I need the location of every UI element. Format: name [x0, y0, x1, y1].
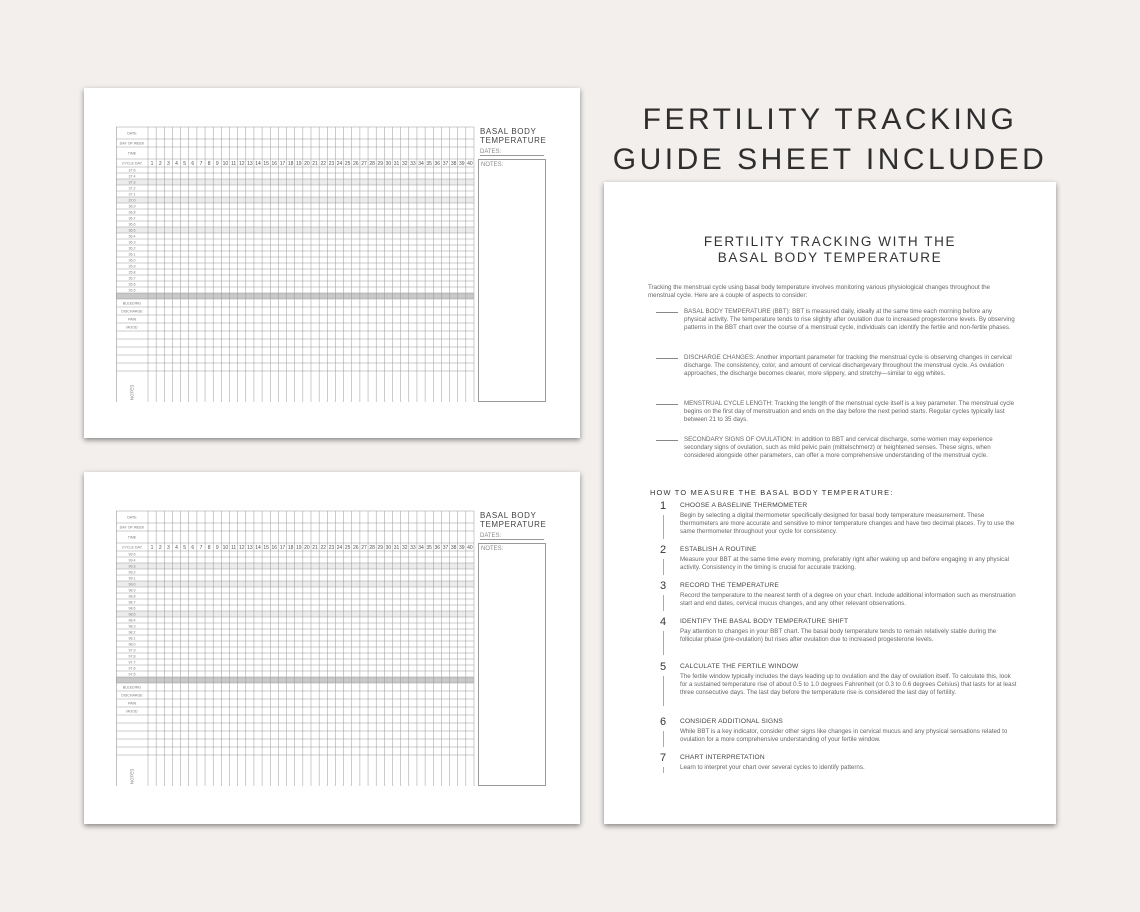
dates-field: DATES:: [480, 149, 544, 156]
step-rule: [663, 731, 664, 747]
row-label: MOOD: [126, 709, 138, 714]
cycle-day-number: 8: [207, 161, 211, 167]
step-body: Begin by selecting a digital thermometer specifically designed for basal body temperature measurement. These thermometers are more accurate and sensitive to minor temperature changes and have two decimal places. Try to use the same thermometer throughout your cycle for consistency.: [680, 512, 1015, 535]
row-label: 37.0: [128, 198, 136, 203]
bbt-chart-grid: [116, 510, 480, 786]
shaded-row: [116, 611, 474, 617]
cycle-day-number: 30: [385, 545, 392, 551]
step-rule: [663, 559, 664, 575]
step-title: CHART INTERPRETATION: [680, 754, 765, 761]
row-label: 37.6: [128, 168, 136, 173]
notes-box: NOTES:: [478, 159, 546, 402]
step-item: [658, 718, 1018, 744]
dash-rule: [656, 312, 678, 313]
guide-sheet: [604, 182, 1056, 824]
row-label: 36.9: [128, 204, 136, 209]
cycle-day-number: 24: [336, 545, 343, 551]
row-label: 97.6: [128, 666, 136, 671]
cycle-day-number: 24: [336, 161, 343, 167]
chart-title: BASAL BODY TEMPERATURE: [480, 127, 547, 145]
shaded-row: [116, 227, 474, 233]
ovulation-band: [116, 677, 474, 683]
step-title: RECORD THE TEMPERATURE: [680, 582, 779, 589]
how-to-heading: HOW TO MEASURE THE BASAL BODY TEMPERATURE:: [650, 488, 894, 497]
cycle-day-number: 5: [183, 161, 187, 167]
step-body: Pay attention to changes in your BBT chart. The basal body temperature tends to remain relatively stable during the follicular phase (pre-ovulation) but rises after ovulation due to increased progesterone levels.: [680, 628, 997, 643]
cycle-day-number: 18: [287, 545, 294, 551]
cycle-day-number: 3: [166, 161, 170, 167]
bbt-chart-sheet-celsius: [84, 88, 580, 438]
cycle-day-number: 11: [230, 545, 237, 551]
row-label: 98.0: [128, 642, 136, 647]
cycle-day-number: 19: [295, 161, 302, 167]
row-label: 97.8: [128, 654, 136, 659]
row-label: DATE: [127, 515, 137, 520]
row-label: 36.2: [128, 246, 136, 251]
chart-title: BASAL BODY TEMPERATURE: [480, 511, 547, 529]
cycle-day-number: 9: [215, 161, 219, 167]
cycle-day-number: 16: [271, 161, 278, 167]
headline-line-2: GUIDE SHEET INCLUDED: [612, 143, 1048, 176]
step-item: [658, 754, 1018, 772]
cycle-day-number: 17: [279, 545, 286, 551]
cycle-day-number: 22: [320, 545, 327, 551]
cycle-day-number: 28: [369, 161, 375, 167]
step-number: 4: [659, 616, 667, 628]
cycle-day-number: 21: [312, 545, 318, 551]
row-label: 36.4: [128, 234, 136, 239]
row-label: 36.6: [128, 222, 136, 227]
row-label: 97.9: [128, 648, 136, 653]
cycle-day-number: 35: [426, 161, 432, 167]
row-label: 98.5: [128, 612, 136, 617]
cycle-day-number: 7: [199, 161, 203, 167]
row-label: 98.3: [128, 624, 136, 629]
cycle-day-number: 36: [434, 161, 441, 167]
row-label: 99.1: [128, 576, 136, 581]
row-label: NOTES: [129, 384, 135, 401]
row-label: 99.2: [128, 570, 136, 575]
cycle-day-number: 32: [401, 161, 408, 167]
row-label: 35.5: [128, 288, 136, 293]
cycle-day-number: 40: [467, 161, 473, 167]
row-label: 36.3: [128, 240, 136, 245]
dash-rule: [656, 358, 678, 359]
row-label: DISCHARGE: [121, 693, 143, 698]
guide-title: FERTILITY TRACKING WITH THE BASAL BODY TEMPERATURE: [703, 234, 957, 265]
step-body: The fertile window typically includes the days leading up to ovulation and the day of ovulation itself. To calculate this, look for a sustained temperature rise of about 0.5 to 1.0 degrees Fahrenheit (or 0.3 to 0.6 degrees Celsius) that lasts for at least three consecutive days. The last day before the temperature rise is considered the last day of fertility.: [680, 673, 1017, 696]
cycle-day-number: 38: [450, 161, 457, 167]
cycle-day-number: 33: [410, 545, 416, 551]
cycle-day-number: 1: [150, 545, 154, 551]
dash-rule: [656, 440, 678, 441]
row-label: 97.7: [128, 660, 136, 665]
cycle-day-number: 27: [361, 161, 367, 167]
cycle-day-number: 20: [304, 161, 310, 167]
cycle-day-number: 23: [328, 161, 335, 167]
cycle-day-number: 10: [222, 545, 229, 551]
cycle-day-number: 8: [207, 545, 211, 551]
step-rule: [663, 631, 664, 655]
cycle-day-number: 1: [150, 161, 154, 167]
cycle-day-number: 15: [263, 545, 269, 551]
row-label: 98.8: [128, 594, 136, 599]
grid-rows: [116, 511, 474, 786]
cycle-day-number: 29: [377, 161, 384, 167]
cycle-day-number: 25: [344, 161, 351, 167]
guide-intro: Tracking the menstrual cycle using basal body temperature involves monitoring various physiological changes throughout the menstrual cycle. Here are a couple of aspects to consider:: [648, 284, 990, 299]
row-label: TIME: [127, 151, 137, 156]
cycle-day-number: 11: [230, 161, 237, 167]
row-label: 37.2: [128, 186, 136, 191]
notes-box: NOTES:: [478, 543, 546, 786]
step-number: 2: [659, 544, 667, 556]
aspect-item: MENSTRUAL CYCLE LENGTH: Tracking the length of the menstrual cycle itself is a key parameter. The menstrual cycle begins on the first day of menstruation and ends on the day before the next period starts. Regular cycles typically last between 21 to 35 days.: [656, 400, 1016, 425]
cycle-day-number: 6: [191, 161, 195, 167]
step-rule: [663, 515, 664, 539]
cycle-day-number: 14: [255, 545, 261, 551]
cycle-day-number: 7: [199, 545, 203, 551]
row-label: BLEEDING: [122, 685, 142, 690]
row-label: 99.0: [128, 582, 136, 587]
step-body: Learn to interpret your chart over several cycles to identify patterns.: [680, 764, 865, 771]
cycle-day-number: 10: [222, 161, 229, 167]
step-body: While BBT is a key indicator, consider other signs like changes in cervical mucus and any physical sensations related to ovulation for a more comprehensive understanding of your fertile window.: [680, 728, 1008, 743]
cycle-day-number: 13: [247, 161, 253, 167]
grid-rows: [116, 127, 474, 402]
cycle-day-number: 27: [361, 545, 367, 551]
shaded-row: [116, 197, 474, 203]
cycle-day-number: 6: [191, 545, 195, 551]
step-rule: [663, 676, 664, 706]
cycle-day-number: 12: [238, 545, 245, 551]
aspect-item: DISCHARGE CHANGES: Another important parameter for tracking the menstrual cycle is observing changes in cervical discharge. The consistency, color, and amount of cervical dischargevary throughout the menstrual cycle. As ovulation approaches, the discharge becomes clearer, more slippery, and stretchy—similar to egg whites.: [656, 354, 1016, 379]
row-label: 98.9: [128, 588, 136, 593]
shaded-row: [116, 563, 474, 569]
step-title: CONSIDER ADDITIONAL SIGNS: [680, 718, 783, 725]
step-item: [658, 618, 1018, 644]
cycle-day-number: 34: [418, 545, 424, 551]
step-number: 6: [659, 716, 667, 728]
row-label: 36.7: [128, 216, 136, 221]
row-label: BLEEDING: [122, 301, 142, 306]
cycle-day-number: 14: [255, 161, 261, 167]
cycle-day-number: 16: [271, 545, 278, 551]
cycle-day-number: 36: [434, 545, 441, 551]
step-item: [658, 502, 1018, 536]
row-label: 35.8: [128, 270, 136, 275]
row-label: 37.4: [128, 174, 136, 179]
row-label: 98.2: [128, 630, 136, 635]
cycle-day-number: 39: [458, 545, 465, 551]
row-label: DATE: [127, 131, 137, 136]
cycle-day-number: 17: [279, 161, 286, 167]
cycle-day-number: 5: [183, 545, 187, 551]
shaded-row: [116, 581, 474, 587]
row-label: 98.4: [128, 618, 136, 623]
cycle-day-number: 40: [467, 545, 473, 551]
row-label: 98.7: [128, 600, 136, 605]
dash-rule: [656, 404, 678, 405]
step-rule: [663, 767, 664, 773]
cycle-day-number: 37: [442, 161, 449, 167]
cycle-day-number: 22: [320, 161, 327, 167]
cycle-day-number: 21: [312, 161, 318, 167]
cycle-day-number: 34: [418, 161, 424, 167]
headline-line-1: FERTILITY TRACKING: [642, 103, 1018, 136]
cycle-day-number: 23: [328, 545, 335, 551]
cycle-day-number: 2: [158, 161, 162, 167]
cycle-day-number: 31: [393, 545, 400, 551]
row-label: NOTES: [129, 768, 135, 785]
cycle-day-number: 2: [158, 545, 162, 551]
cycle-day-number: 37: [442, 545, 449, 551]
cycle-day-number: 15: [263, 161, 269, 167]
cycle-day-number: 4: [175, 161, 178, 167]
cycle-day-number: 9: [215, 545, 219, 551]
ovulation-band: [116, 293, 474, 299]
row-label: 97.5: [128, 672, 136, 677]
row-label: PAIN: [127, 317, 137, 322]
row-label: DAY OF WEEK: [119, 141, 145, 146]
cycle-day-number: 28: [369, 545, 375, 551]
cycle-day-number: 20: [304, 545, 310, 551]
row-label: 36.8: [128, 210, 136, 215]
aspect-item: SECONDARY SIGNS OF OVULATION: In addition to BBT and cervical discharge, some women may experience secondary signs of ovulation, such as mild pelvic pain (mittelschmerz) or heightened senses. These signs, when considered alongside other parameters, can offer a more comprehensive understanding of the menstrual cycle.: [656, 436, 1016, 461]
step-body: Record the temperature to the nearest tenth of a degree on your chart. Include additional information such as menstruation start and end dates, cervical mucus changes, and any other relevant observations.: [680, 592, 1016, 607]
cycle-day-number: 26: [353, 161, 359, 167]
row-label: 99.3: [128, 564, 136, 569]
cycle-day-number: 33: [410, 161, 416, 167]
cycle-day-number: 18: [287, 161, 294, 167]
row-label: DAY OF WEEK: [119, 525, 145, 530]
aspect-item: BASAL BODY TEMPERATURE (BBT): BBT is measured daily, ideally at the same time each morning before any physical activity. The temperature tends to rise slightly after ovulation due to increased progesterone levels. By observing patterns in the BBT chart over the course of a menstrual cycle, individuals can identify the fertile and non-fertile phases.: [656, 308, 1016, 333]
step-number: 7: [659, 752, 667, 764]
cycle-day-number: 12: [238, 161, 245, 167]
row-label: CYCLE DAY: [121, 161, 143, 166]
cycle-day-number: 3: [166, 545, 170, 551]
cycle-day-number: 30: [385, 161, 392, 167]
row-label: 36.1: [128, 252, 136, 257]
row-label: 35.9: [128, 264, 136, 269]
bbt-chart-sheet-fahrenheit: [84, 472, 580, 824]
step-rule: [663, 595, 664, 611]
shaded-row: [116, 179, 474, 185]
step-item: [658, 663, 1018, 697]
cycle-day-number: 19: [295, 545, 302, 551]
step-title: ESTABLISH A ROUTINE: [680, 546, 757, 553]
step-title: CALCULATE THE FERTILE WINDOW: [680, 663, 799, 670]
step-item: [658, 546, 1018, 572]
promo-headline: [604, 100, 1056, 180]
row-label: 99.4: [128, 558, 136, 563]
row-label: 99.5: [128, 552, 136, 557]
row-label: 37.1: [128, 192, 136, 197]
row-label: CYCLE DAY: [121, 545, 143, 550]
row-label: 36.0: [128, 258, 136, 263]
cycle-day-number: 31: [393, 161, 400, 167]
dates-field: DATES:: [480, 533, 544, 540]
cycle-day-number: 39: [458, 161, 465, 167]
row-label: 35.7: [128, 276, 136, 281]
step-body: Measure your BBT at the same time every morning, preferably right after waking up and before engaging in any physical activity. Consistency in the timing is crucial for accurate tracking.: [680, 556, 1010, 571]
row-label: 98.6: [128, 606, 136, 611]
cycle-day-number: 25: [344, 545, 351, 551]
row-label: 36.5: [128, 228, 136, 233]
row-label: 37.3: [128, 180, 136, 185]
row-label: MOOD: [126, 325, 138, 330]
cycle-day-number: 38: [450, 545, 457, 551]
step-number: 3: [659, 580, 667, 592]
step-number: 1: [659, 500, 667, 512]
step-title: IDENTIFY THE BASAL BODY TEMPERATURE SHIFT: [680, 618, 849, 625]
cycle-day-number: 4: [175, 545, 178, 551]
cycle-day-number: 13: [247, 545, 253, 551]
step-item: [658, 582, 1018, 608]
step-number: 5: [659, 661, 667, 673]
row-label: DISCHARGE: [121, 309, 143, 314]
cycle-day-number: 29: [377, 545, 384, 551]
row-label: 35.6: [128, 282, 136, 287]
cycle-day-number: 35: [426, 545, 432, 551]
cycle-day-number: 26: [353, 545, 359, 551]
cycle-day-number: 32: [401, 545, 408, 551]
row-label: 98.1: [128, 636, 136, 641]
row-label: TIME: [127, 535, 137, 540]
row-label: PAIN: [127, 701, 137, 706]
bbt-chart-grid: [116, 126, 480, 402]
step-title: CHOOSE A BASELINE THERMOMETER: [680, 502, 808, 509]
